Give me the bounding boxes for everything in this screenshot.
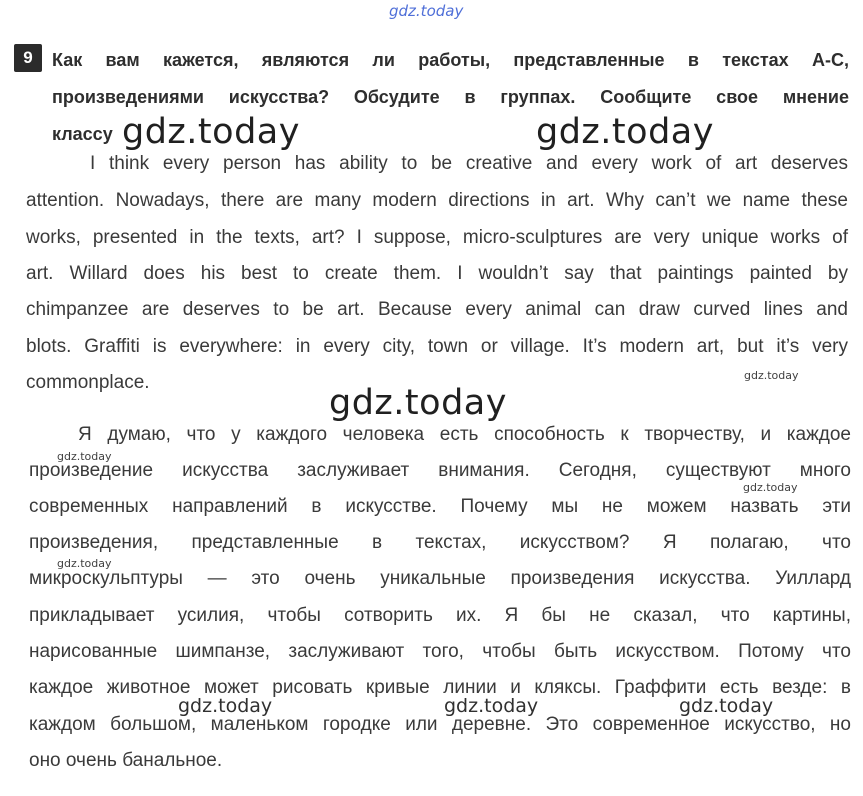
english-line: I think every person has ability to be creative and every work of art deserves — [90, 153, 848, 174]
watermark-medium: gdz.today — [679, 695, 774, 717]
watermark-top: gdz.today — [389, 2, 464, 20]
russian-line: оно очень банальное. — [29, 750, 223, 771]
watermark-small: gdz.today — [57, 557, 112, 570]
watermark-overlay: gdz.today — [329, 383, 507, 423]
russian-line: произведения, представленные в текстах, искусством? Я полагаю, что — [29, 532, 851, 553]
english-line: works, presented in the texts, art? I suppose, micro-sculptures are very unique works of — [26, 227, 848, 248]
task-number-badge: 9 — [14, 44, 42, 72]
task-line: классу — [52, 124, 113, 144]
russian-line: каждое животное может рисовать кривые линии и кляксы. Граффити есть везде: в — [29, 677, 851, 698]
english-line: blots. Graffiti is everywhere: in every city, town or village. It’s modern art, but it’s very — [26, 336, 848, 357]
russian-line: современных направлений в искусстве. Почему мы не можем назвать эти — [29, 496, 851, 517]
watermark-overlay: gdz.today — [122, 112, 300, 152]
russian-line: микроскульптуры — это очень уникальные произведения искусства. Уиллард — [29, 568, 851, 589]
russian-line: каждом большом, маленьком городке или деревне. Это современное искусство, но — [29, 714, 851, 735]
english-line: commonplace. — [26, 372, 150, 393]
watermark-medium: gdz.today — [178, 695, 273, 717]
task-line: Как вам кажется, являются ли работы, представленные в текстах А-С, — [52, 50, 849, 70]
watermark-medium: gdz.today — [444, 695, 539, 717]
russian-line: прикладывает усилия, чтобы сотворить их. Я бы не сказал, что картины, — [29, 605, 851, 626]
watermark-small: gdz.today — [57, 450, 112, 463]
watermark-small: gdz.today — [744, 369, 799, 382]
russian-line: Я думаю, что у каждого человека есть способность к творчеству, и каждое — [78, 424, 851, 445]
task-line: произведениями искусства? Обсудите в группах. Сообщите свое мнение — [52, 87, 849, 107]
english-line: attention. Nowadays, there are many modern directions in art. Why can’t we name these — [26, 190, 848, 211]
russian-line: произведение искусства заслуживает внимания. Сегодня, существуют много — [29, 460, 851, 481]
watermark-overlay: gdz.today — [536, 112, 714, 152]
english-line: chimpanzee are deserves to be art. Because every animal can draw curved lines and — [26, 299, 848, 320]
watermark-small: gdz.today — [743, 481, 798, 494]
russian-line: нарисованные шимпанзе, заслуживают того, чтобы быть искусством. Потому что — [29, 641, 851, 662]
english-line: art. Willard does his best to create them. I wouldn’t say that paintings painted by — [26, 263, 848, 284]
